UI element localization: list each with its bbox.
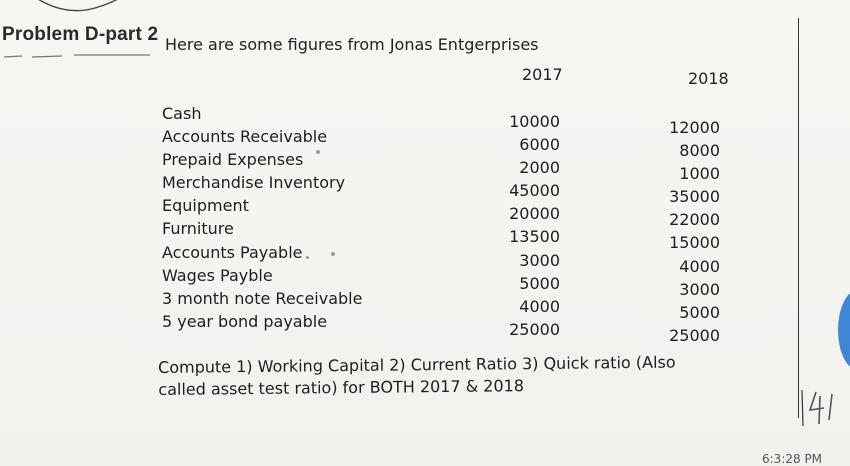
problem-prompt: Compute 1) Working Capital 2) Current Ratio 3) Quick ratio (Also called asset test ratio) for BOTH 2017 & 2018 [158, 352, 676, 399]
value-2018: 25000 [669, 325, 720, 345]
value-2018: 22000 [669, 210, 720, 230]
value-2018: 1000 [679, 164, 720, 184]
value-2017: 20000 [509, 204, 560, 224]
title-underline [2, 50, 152, 60]
value-2017: 4000 [519, 296, 560, 316]
value-2018: 5000 [679, 302, 720, 322]
account-label: Accounts Payable [162, 242, 303, 262]
timestamp-text: 6:3:28 PM [762, 452, 823, 466]
value-2017: 25000 [509, 319, 560, 339]
value-2018: 4000 [679, 256, 720, 276]
value-2018: 8000 [679, 141, 720, 161]
margin-line [798, 18, 799, 418]
value-2017: 10000 [509, 112, 560, 131]
paper-speck [331, 252, 335, 256]
column-header-2017: 2017 [522, 65, 563, 84]
intro-text: Here are some figures from Jonas Entgerprises [165, 35, 539, 54]
pen-scribble-mark [20, 0, 140, 20]
values-2018-column [648, 116, 720, 347]
paper-speck [306, 256, 309, 259]
account-label: Cash [162, 104, 202, 123]
handwritten-score-mark [800, 386, 846, 430]
value-2018: 3000 [679, 279, 720, 299]
account-label: 3 month note Receivable [162, 288, 363, 308]
account-label: Accounts Receivable [162, 127, 328, 147]
value-2017: 3000 [519, 250, 560, 270]
value-2017: 6000 [519, 135, 560, 155]
account-label: Merchandise Inventory [162, 173, 346, 193]
problem-title: Problem D-part 2 [2, 24, 159, 45]
value-2017: 45000 [509, 181, 560, 201]
account-labels [162, 102, 362, 333]
column-header-2018: 2018 [688, 69, 729, 88]
account-label: Furniture [162, 219, 234, 239]
value-2018: 15000 [669, 233, 720, 253]
value-2018: 12000 [669, 118, 720, 137]
account-label: Equipment [162, 196, 249, 216]
value-2017: 5000 [519, 273, 560, 293]
blue-overlay-shape [838, 290, 850, 370]
paper-speck [316, 150, 320, 154]
value-2018: 35000 [669, 187, 720, 207]
account-label: Prepaid Expenses [162, 150, 304, 170]
account-label: Wages Payble [162, 265, 273, 285]
account-label: 5 year bond payable [162, 311, 328, 331]
value-2017: 13500 [509, 227, 560, 247]
values-2017-column [498, 110, 560, 341]
value-2017: 2000 [519, 158, 560, 178]
